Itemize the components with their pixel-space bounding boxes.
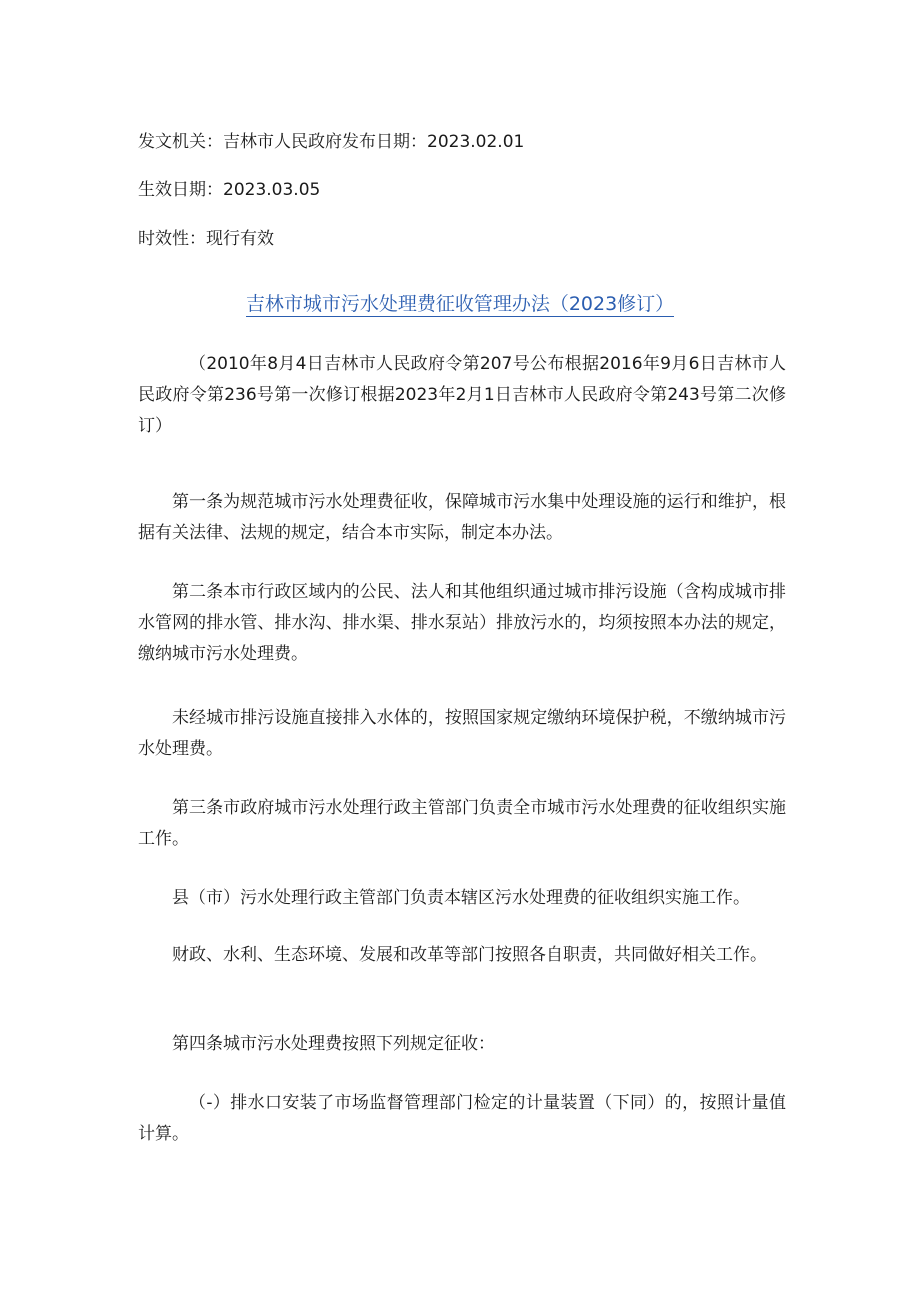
article-3-clause-2: 县（市）污水处理行政主管部门负责本辖区污水处理费的征收组织实施工作。 bbox=[172, 888, 750, 908]
issuer-date-line: 发文机关：吉林市人民政府发布日期：2023.02.01 bbox=[138, 132, 525, 152]
article-3: 第三条市政府城市污水处理行政主管部门负责全市城市污水处理费的征收组织实施工作。 bbox=[138, 798, 786, 849]
document-title[interactable] bbox=[0, 290, 920, 318]
article-2-clause-2: 未经城市排污设施直接排入水体的，按照国家规定缴纳环境保护税，不缴纳城市污水处理费。 bbox=[138, 708, 786, 759]
preamble-note: （2010年8月4日吉林市人民政府令第207号公布根据2016年9月6日吉林市人民政府令第236号第一次修订根据2023年2月1日吉林市人民政府令第243号第二次修订） bbox=[138, 354, 786, 436]
article-3-clause-3: 财政、水利、生态环境、发展和改革等部门按照各自职责，共同做好相关工作。 bbox=[172, 945, 767, 965]
article-4-item-1: （-）排水口安装了市场监督管理部门检定的计量装置（下同）的，按照计量值计算。 bbox=[138, 1093, 786, 1144]
article-1: 第一条为规范城市污水处理费征收，保障城市污水集中处理设施的运行和维护，根据有关法律、法规的规定，结合本市实际，制定本办法。 bbox=[138, 492, 786, 543]
document-title-link[interactable]: 吉林市城市污水处理费征收管理办法（2023修订） bbox=[245, 293, 675, 315]
effective-date-line: 生效日期：2023.03.05 bbox=[138, 180, 321, 200]
article-2: 第二条本市行政区域内的公民、法人和其他组织通过城市排污设施（含构成城市排水管网的排水管、排水沟、排水渠、排水泵站）排放污水的，均须按照本办法的规定，缴纳城市污水处理费。 bbox=[138, 582, 786, 664]
validity-line: 时效性：现行有效 bbox=[138, 229, 274, 249]
article-4: 第四条城市污水处理费按照下列规定征收： bbox=[172, 1034, 495, 1054]
